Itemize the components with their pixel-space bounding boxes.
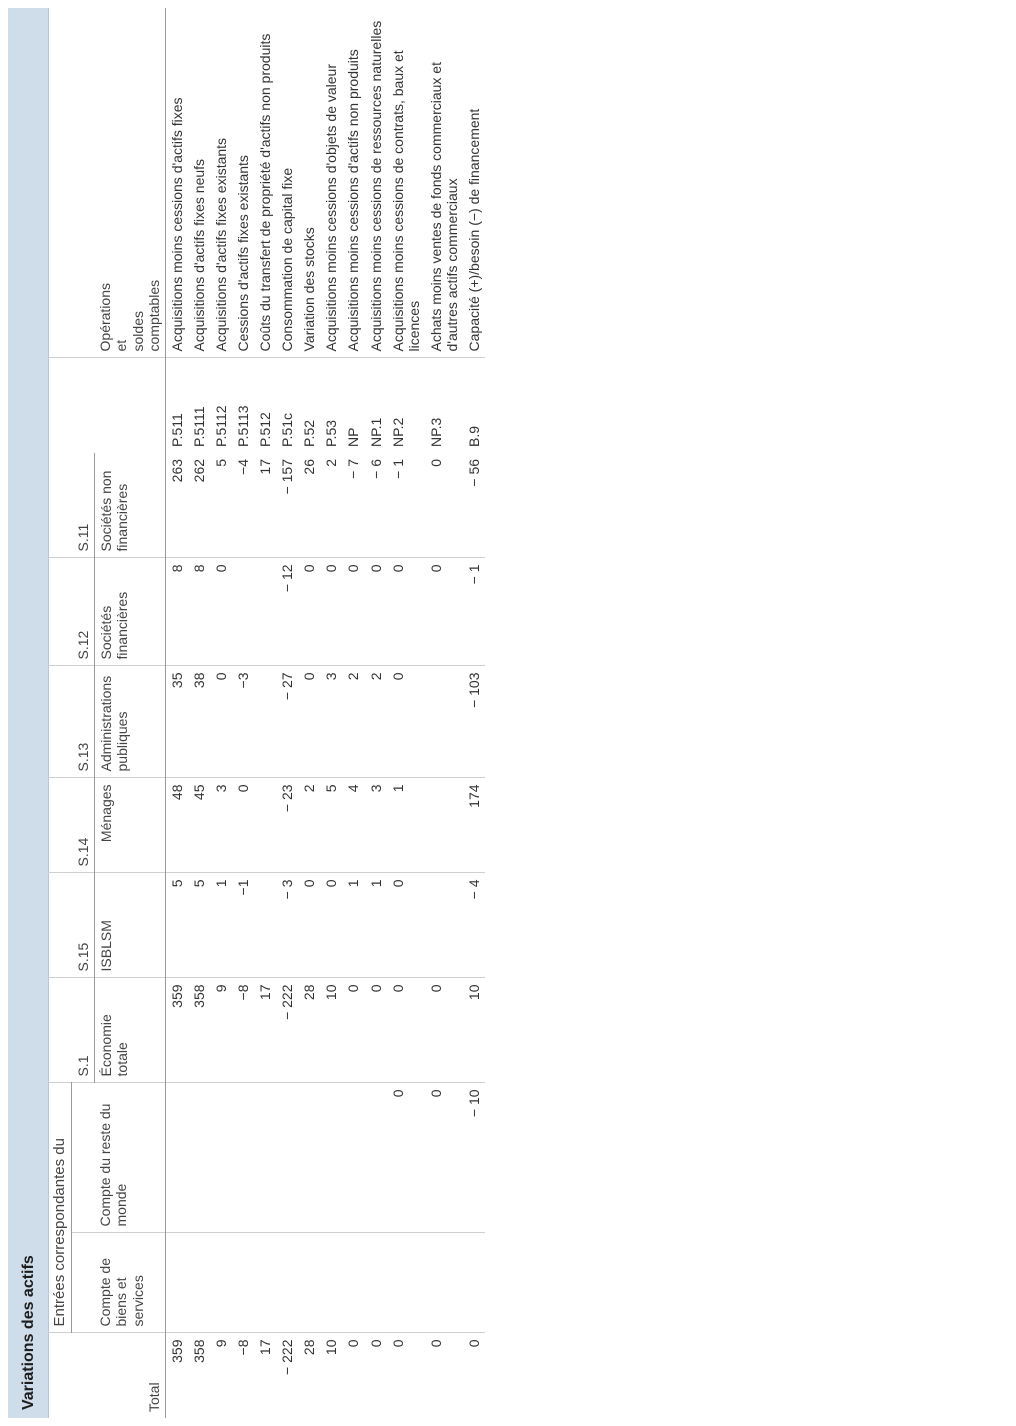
cell-s15: − 4 <box>463 873 485 978</box>
cell-s14: 174 <box>463 778 485 873</box>
cell-s15: 1 <box>342 873 364 978</box>
cell-s15: 0 <box>298 873 320 978</box>
cell-total: 0 <box>466 1339 483 1348</box>
cell-s1: 0 <box>425 978 463 1083</box>
cell-row <box>165 1083 188 1233</box>
header-government: Administrations publiques <box>94 666 165 778</box>
cell-total: 10 <box>323 1339 340 1356</box>
cell-code: P.511 <box>168 413 185 447</box>
cell-row <box>254 1083 276 1233</box>
cell-s1: 28 <box>298 978 320 1083</box>
cell-label: Acquisitions moins cessions de contrats, baux et licences <box>387 8 425 358</box>
cell-label: Acquisitions moins cessions de ressources naturelles <box>365 8 387 358</box>
table-row <box>254 8 276 1418</box>
cell-total: 9 <box>212 1339 229 1348</box>
cell-code: P.512 <box>257 412 274 447</box>
cell-s1: 358 <box>188 978 210 1083</box>
cell-s15: 5 <box>188 873 210 978</box>
cell-code: NP.3 <box>427 417 444 447</box>
table-row <box>188 8 210 1418</box>
cell-s1: 359 <box>165 978 188 1083</box>
cell-row <box>210 1083 232 1233</box>
cell-s15: −1 <box>232 873 254 978</box>
cell-s11: 263 <box>165 453 188 558</box>
cell-goods <box>342 1233 364 1333</box>
cell-label: Acquisitions d'actifs fixes existants <box>210 8 232 358</box>
sector-code-s11: S.11 <box>72 453 95 558</box>
cell-s11: 0 <box>425 453 463 558</box>
cell-s11: 5 <box>210 453 232 558</box>
cell-s11: 26 <box>298 453 320 558</box>
header-total-economy: Économie totale <box>94 978 165 1083</box>
cell-s15: 5 <box>165 873 188 978</box>
cell-label: Cessions d'actifs fixes existants <box>232 8 254 358</box>
cell-s11: − 56 <box>463 453 485 558</box>
cell-total: − 222 <box>279 1339 296 1375</box>
cell-code: NP <box>345 427 362 447</box>
table-row <box>276 8 298 1418</box>
cell-s12 <box>232 558 254 666</box>
cell-s11: − 7 <box>342 453 364 558</box>
cell-s13 <box>425 666 463 778</box>
header-row-group <box>48 8 72 1418</box>
cell-total: 0 <box>367 1339 384 1348</box>
cell-s14: 5 <box>320 778 342 873</box>
cell-label: Achats moins ventes de fonds commerciaux et d'autres actifs commerciaux <box>425 8 463 358</box>
cell-goods <box>298 1233 320 1333</box>
cell-s14: 2 <box>298 778 320 873</box>
cell-s11: − 157 <box>276 453 298 558</box>
cell-s15: 1 <box>210 873 232 978</box>
table-row <box>165 8 188 1418</box>
cell-s12: 8 <box>188 558 210 666</box>
cell-s1: 10 <box>320 978 342 1083</box>
cell-label: Variation des stocks <box>298 8 320 358</box>
cell-s1: 17 <box>254 978 276 1083</box>
cell-s11: 17 <box>254 453 276 558</box>
accounts-table <box>48 8 485 1418</box>
cell-total: 0 <box>389 1339 406 1348</box>
cell-s1: − 222 <box>276 978 298 1083</box>
cell-s12: 0 <box>387 558 425 666</box>
header-rest-of-world: Compte du reste du monde <box>94 1083 165 1233</box>
sector-code-s15: S.15 <box>72 873 95 978</box>
header-row-names <box>94 8 165 1418</box>
cell-goods <box>365 1233 387 1333</box>
cell-s14: 3 <box>365 778 387 873</box>
cell-s12: 0 <box>210 558 232 666</box>
sector-code-s13: S.13 <box>72 666 95 778</box>
header-total: Total <box>94 1333 165 1418</box>
cell-s15: − 3 <box>276 873 298 978</box>
cell-total: −8 <box>235 1339 251 1356</box>
cell-label: Acquisitions moins cessions d'actifs non produits <box>342 8 364 358</box>
cell-label: Consommation de capital fixe <box>276 8 298 358</box>
cell-s12: 0 <box>425 558 463 666</box>
cell-goods <box>320 1233 342 1333</box>
cell-code: P.5113 <box>235 405 251 447</box>
cell-s14: 4 <box>342 778 364 873</box>
cell-total: 0 <box>345 1339 362 1348</box>
cell-s13 <box>254 666 276 778</box>
cell-s11: 262 <box>188 453 210 558</box>
table-row <box>298 8 320 1418</box>
cell-s12: 0 <box>320 558 342 666</box>
cell-code: P.51c <box>279 412 296 447</box>
cell-row <box>298 1083 320 1233</box>
header-operations: Opérations et soldes comptables <box>94 298 165 358</box>
cell-row <box>365 1083 387 1233</box>
cell-label: Acquisitions moins cessions d'objets de valeur <box>320 8 342 358</box>
cell-s13: − 103 <box>463 666 485 778</box>
cell-label: Acquisitions d'actifs fixes neufs <box>188 8 210 358</box>
cell-goods <box>210 1233 232 1333</box>
cell-code: P.5111 <box>190 406 207 447</box>
table-row <box>425 8 463 1418</box>
cell-s13: 35 <box>165 666 188 778</box>
cell-s13: 0 <box>387 666 425 778</box>
cell-label: Coûts du transfert de propriété d'actifs non produits <box>254 8 276 358</box>
cell-s12 <box>254 558 276 666</box>
cell-row <box>188 1083 210 1233</box>
cell-goods <box>387 1233 425 1333</box>
cell-s13: 3 <box>320 666 342 778</box>
cell-s1: 10 <box>463 978 485 1083</box>
cell-s14 <box>254 778 276 873</box>
sector-code-s1: S.1 <box>72 978 95 1083</box>
cell-code: P.52 <box>301 419 318 447</box>
cell-total: 0 <box>427 1339 444 1348</box>
cell-s14: 45 <box>188 778 210 873</box>
cell-goods <box>165 1233 188 1333</box>
cell-code: P.5112 <box>212 405 229 447</box>
cell-total: 359 <box>168 1339 185 1363</box>
sector-code-s12: S.12 <box>72 558 95 666</box>
cell-s12: − 12 <box>276 558 298 666</box>
cell-s1: 0 <box>342 978 364 1083</box>
section-title-band <box>8 8 49 1418</box>
header-isblsm: ISBLSM <box>94 873 165 978</box>
cell-s13: 2 <box>342 666 364 778</box>
table-row <box>387 8 425 1418</box>
cell-s12: 0 <box>298 558 320 666</box>
cell-row <box>320 1083 342 1233</box>
cell-s14 <box>425 778 463 873</box>
cell-s13: 38 <box>188 666 210 778</box>
table-row <box>342 8 364 1418</box>
sector-code-s14: S.14 <box>72 778 95 873</box>
table-row <box>365 8 387 1418</box>
cell-total: 28 <box>301 1339 318 1356</box>
cell-s14: 3 <box>210 778 232 873</box>
cell-s15 <box>425 873 463 978</box>
cell-row: 0 <box>425 1083 463 1233</box>
cell-s15 <box>254 873 276 978</box>
cell-s1: 0 <box>387 978 425 1083</box>
cell-code: B.9 <box>466 425 483 447</box>
table-row <box>463 8 485 1418</box>
header-non-financial: Sociétés non financières <box>94 453 165 558</box>
cell-goods <box>463 1233 485 1333</box>
cell-s11: − 1 <box>387 453 425 558</box>
cell-s1: 0 <box>365 978 387 1083</box>
cell-s12: 8 <box>165 558 188 666</box>
group-caption: Entrées correspondantes du <box>48 1083 72 1333</box>
cell-code: P.53 <box>323 419 340 447</box>
cell-s15: 0 <box>387 873 425 978</box>
table-row <box>320 8 342 1418</box>
cell-row <box>276 1083 298 1233</box>
cell-s12: 0 <box>365 558 387 666</box>
cell-total: 358 <box>190 1339 207 1363</box>
cell-label: Capacité (+)/besoin (−) de financement <box>463 8 485 358</box>
cell-s13: 2 <box>365 666 387 778</box>
cell-goods <box>232 1233 254 1333</box>
cell-code: NP.1 <box>367 417 384 447</box>
cell-s14: 1 <box>387 778 425 873</box>
cell-s11: 2 <box>320 453 342 558</box>
cell-code: NP.2 <box>389 417 406 447</box>
cell-s13: 0 <box>210 666 232 778</box>
cell-s13: − 27 <box>276 666 298 778</box>
cell-s13: −3 <box>232 666 254 778</box>
cell-goods <box>425 1233 463 1333</box>
cell-row <box>232 1083 254 1233</box>
cell-goods <box>188 1233 210 1333</box>
table-row <box>232 8 254 1418</box>
cell-total: 17 <box>257 1339 274 1356</box>
cell-s1: −8 <box>232 978 254 1083</box>
cell-s15: 1 <box>365 873 387 978</box>
cell-s12: − 1 <box>463 558 485 666</box>
header-goods-services: Compte de biens et services <box>94 1233 165 1333</box>
cell-s14: − 23 <box>276 778 298 873</box>
cell-s13: 0 <box>298 666 320 778</box>
cell-s11: −4 <box>232 453 254 558</box>
section-title: Variations des actifs <box>20 1255 37 1410</box>
cell-goods <box>276 1233 298 1333</box>
cell-s14: 48 <box>165 778 188 873</box>
cell-goods <box>254 1233 276 1333</box>
table-row <box>210 8 232 1418</box>
cell-s12: 0 <box>342 558 364 666</box>
header-financial: Sociétés financières <box>94 558 165 666</box>
cell-s14: 0 <box>232 778 254 873</box>
cell-s15: 0 <box>320 873 342 978</box>
cell-s1: 9 <box>210 978 232 1083</box>
cell-row: 0 <box>387 1083 425 1233</box>
cell-row <box>342 1083 364 1233</box>
cell-s11: − 6 <box>365 453 387 558</box>
cell-row: − 10 <box>463 1083 485 1233</box>
cell-label: Acquisitions moins cessions d'actifs fixes <box>165 8 188 358</box>
header-row-codes <box>72 8 95 1418</box>
header-households: Ménages <box>94 778 165 873</box>
table-body <box>165 8 485 1418</box>
